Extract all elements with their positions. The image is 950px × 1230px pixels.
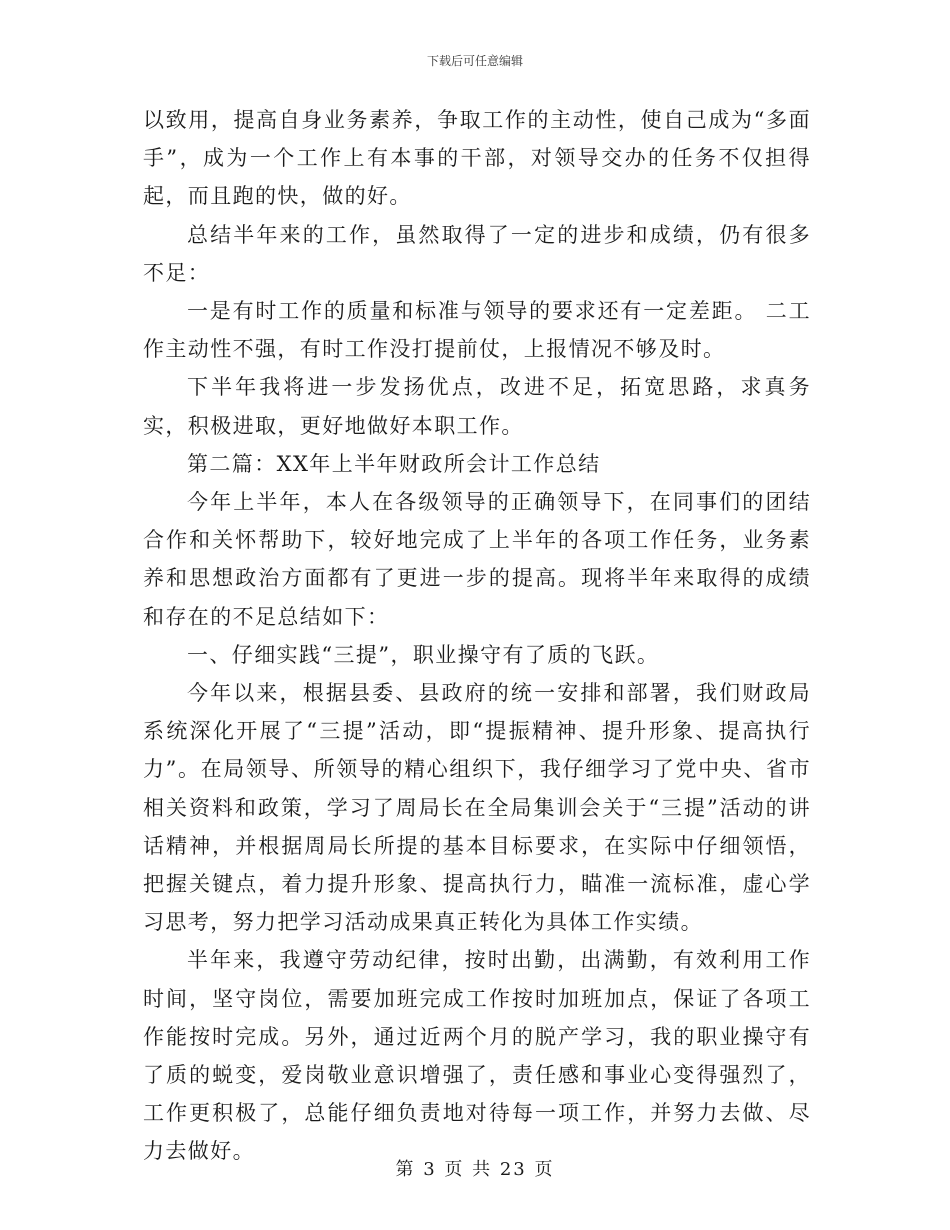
paragraph: 一是有时工作的质量和标准与领导的要求还有一定差距。 二工作主动性不强，有时工作没打提前仗，上报情况不够及时。	[143, 299, 811, 362]
paragraph: 半年来，我遵守劳动纪律，按时出勤，出满勤，有效利用工作时间，坚守岗位，需要加班完成工作按时加班加点，保证了各项工作能按时完成。另外，通过近两个月的脱产学习，我的职业操守有了质的蜕变，爱岗敬业意识增强了，责任感和事业心变得强烈了，工作更积极了，总能仔细负责地对待每一项工作，并努力去做、尽力去做好。	[143, 948, 811, 1164]
document-body	[143, 101, 811, 1171]
paragraph: 下半年我将进一步发扬优点，改进不足，拓宽思路，求真务实，积极进取，更好地做好本职工作。	[143, 375, 811, 438]
page-header: 下载后可任意编辑	[426, 54, 523, 68]
paragraph: 今年上半年，本人在各级领导的正确领导下，在同事们的团结合作和关怀帮助下，较好地完成了上半年的各项工作任务，业务素养和思想政治方面都有了更进一步的提高。现将半年来取得的成绩和存在的不足总结如下：	[143, 490, 811, 629]
page-footer: 第 3 页 共 23 页	[395, 1159, 555, 1180]
paragraph: 总结半年来的工作，虽然取得了一定的进步和成绩，仍有很多不足：	[143, 222, 811, 285]
subsection-heading: 一、仔细实践“三提”，职业操守有了质的飞跃。	[187, 642, 660, 667]
section-heading: 第二篇：XX年上半年财政所会计工作总结	[187, 451, 601, 476]
paragraph: 以致用，提高自身业务素养，争取工作的主动性，使自己成为“多面手”，成为一个工作上有本事的干部，对领导交办的任务不仅担得起，而且跑的快，做的好。	[143, 108, 811, 209]
paragraph: 今年以来，根据县委、县政府的统一安排和部署，我们财政局系统深化开展了“三提”活动，即“提振精神、提升形象、提高执行力”。在局领导、所领导的精心组织下，我仔细学习了党中央、省市相关资料和政策，学习了周局长在全局集训会关于“三提”活动的讲话精神，并根据周局长所提的基本目标要求，在实际中仔细领悟，把握关键点，着力提升形象、提高执行力，瞄准一流标准，虚心学习思考，努力把学习活动成果真正转化为具体工作实绩。	[143, 681, 811, 935]
